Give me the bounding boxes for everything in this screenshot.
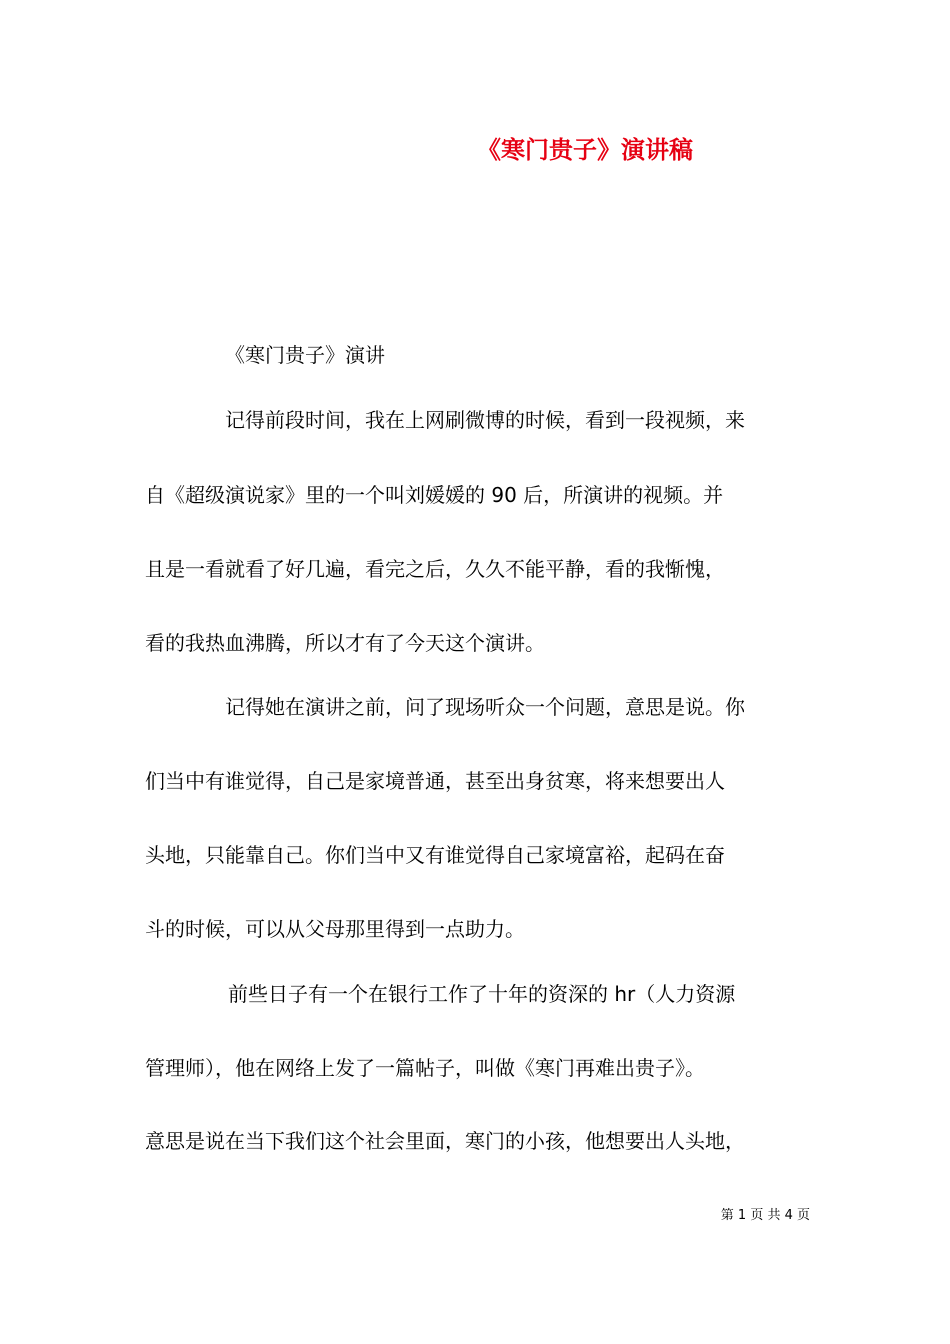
paragraph-line: 自《超级演说家》里的一个叫刘媛媛的 90 后，所演讲的视频。并 <box>145 483 724 507</box>
section-heading: 《寒门贵子》演讲 <box>225 343 385 367</box>
paragraph-line: 前些日子有一个在银行工作了十年的资深的 hr（人力资源 <box>228 982 736 1006</box>
paragraph-line: 看的我热血沸腾，所以才有了今天这个演讲。 <box>145 631 545 655</box>
paragraph-line: 且是一看就看了好几遍，看完之后，久久不能平静，看的我惭愧， <box>145 557 725 581</box>
paragraph-line: 记得她在演讲之前，问了现场听众一个问题，意思是说。你 <box>225 695 745 719</box>
paragraph-line: 们当中有谁觉得，自己是家境普通，甚至出身贫寒，将来想要出人 <box>145 769 725 793</box>
paragraph-line: 意思是说在当下我们这个社会里面，寒门的小孩，他想要出人头地， <box>145 1129 745 1153</box>
paragraph-line: 斗的时候，可以从父母那里得到一点助力。 <box>145 917 525 941</box>
paragraph-line: 管理师），他在网络上发了一篇帖子，叫做《寒门再难出贵子》。 <box>145 1056 705 1080</box>
document-title: 《寒门贵子》演讲稿 <box>477 136 693 164</box>
page-number: 第 1 页 共 4 页 <box>720 1208 810 1223</box>
paragraph-line: 头地，只能靠自己。你们当中又有谁觉得自己家境富裕，起码在奋 <box>145 843 725 867</box>
paragraph-line: 记得前段时间，我在上网刷微博的时候，看到一段视频，来 <box>225 408 745 432</box>
